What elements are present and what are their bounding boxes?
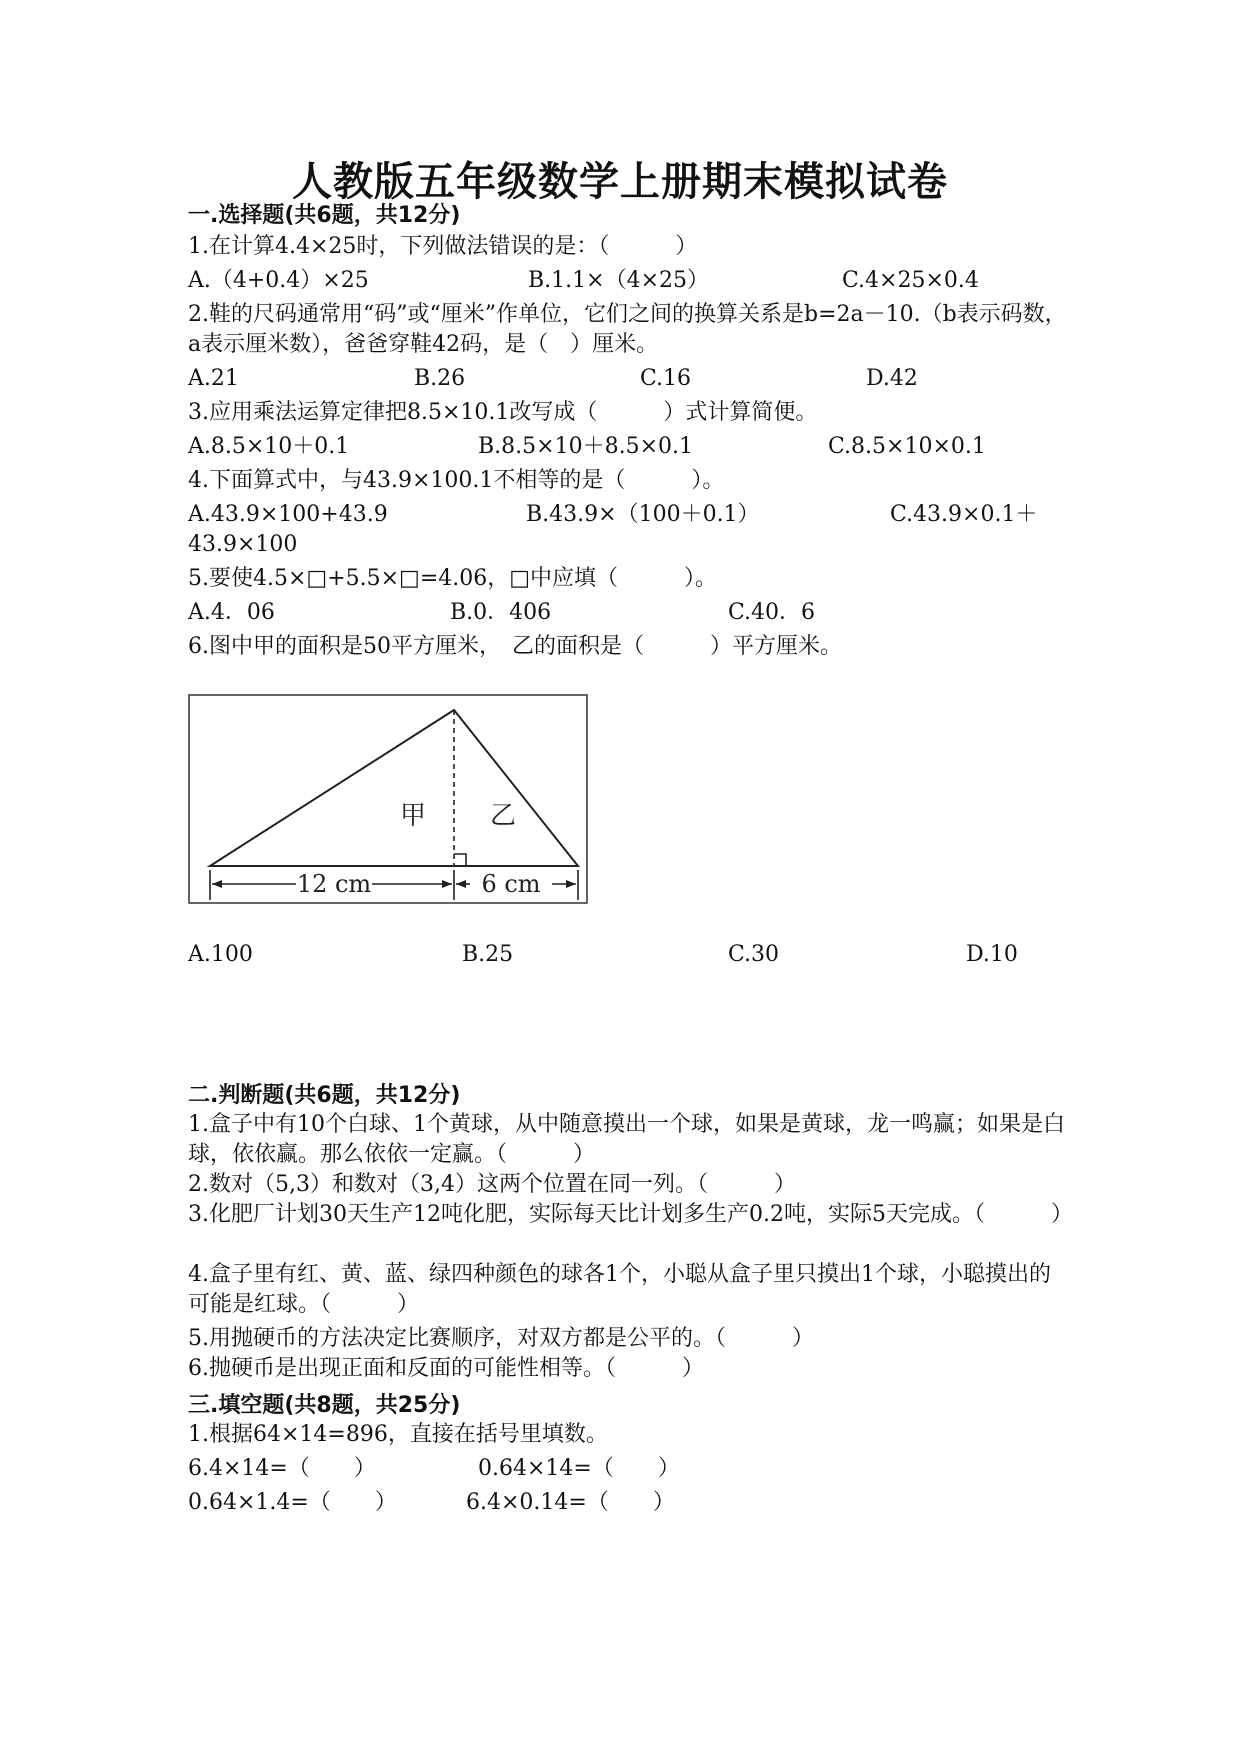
fill-q1-item-3: 0.64×1.4=（ ）	[188, 1490, 397, 1515]
q6-option-b: B.25	[462, 942, 514, 967]
page-title: 人教版五年级数学上册期末模拟试卷	[292, 158, 948, 205]
q3-option-a: A.8.5×10＋0.1	[188, 434, 350, 459]
q1-option-a: A.（4+0.4）×25	[188, 268, 369, 293]
question-2: 2.鞋的尺码通常用“码”或“厘米”作单位，它们之间的换算关系是b=2a－10.（b表示码数，a表示厘米数），爸爸穿鞋42码，是（ ）厘米。	[188, 302, 1067, 357]
section-heading-fill-blank: 三.填空题(共8题，共25分)	[188, 1393, 461, 1418]
q6-option-d: D.10	[966, 942, 1018, 967]
triangle-figure	[188, 694, 588, 904]
tf-question-6: 6.抛硬币是出现正面和反面的可能性相等。（ ）	[188, 1356, 704, 1381]
q3-option-c: C.8.5×10×0.1	[828, 434, 986, 459]
q4-option-c-continued: 43.9×100	[188, 532, 298, 557]
question-5: 5.要使4.5×□+5.5×□=4.06，□中应填（ ）。	[188, 566, 718, 591]
label-yi: 乙	[490, 801, 517, 831]
q4-option-a: A.43.9×100+43.9	[188, 502, 388, 527]
section-heading-choice: 一.选择题(共6题，共12分)	[188, 203, 461, 228]
q2-option-d: D.42	[866, 366, 918, 391]
q2-option-a: A.21	[188, 366, 239, 391]
dim-label-left: 12 cm	[296, 870, 372, 898]
fill-q1-item-1: 6.4×14=（ ）	[188, 1456, 376, 1481]
fill-q1-item-4: 6.4×0.14=（ ）	[466, 1490, 675, 1515]
q6-option-c: C.30	[728, 942, 780, 967]
q5-option-c: C.40．6	[728, 600, 816, 625]
fill-q1-item-2: 0.64×14=（ ）	[478, 1456, 680, 1481]
q2-option-b: B.26	[414, 366, 466, 391]
tf-question-2: 2.数对（5,3）和数对（3,4）这两个位置在同一列。（ ）	[188, 1172, 796, 1197]
q5-option-b: B.0．406	[450, 600, 552, 625]
label-jia: 甲	[400, 801, 427, 831]
q2-option-c: C.16	[640, 366, 692, 391]
tf-question-5: 5.用抛硬币的方法决定比赛顺序，对双方都是公平的。（ ）	[188, 1326, 814, 1351]
q6-option-a: A.100	[188, 942, 253, 967]
q5-option-a: A.4．06	[188, 600, 275, 625]
dim-label-right: 6 cm	[481, 870, 541, 898]
fill-question-1: 1.根据64×14=896，直接在括号里填数。	[188, 1422, 608, 1447]
question-6: 6.图中甲的面积是50平方厘米， 乙的面积是（ ）平方厘米。	[188, 634, 842, 659]
section-heading-true-false: 二.判断题(共6题，共12分)	[188, 1083, 461, 1108]
q1-option-b: B.1.1×（4×25）	[528, 268, 710, 293]
q1-option-c: C.4×25×0.4	[842, 268, 979, 293]
question-4: 4.下面算式中，与43.9×100.1不相等的是（ ）。	[188, 468, 725, 493]
q3-option-b: B.8.5×10＋8.5×0.1	[478, 434, 693, 459]
question-1: 1.在计算4.4×25时，下列做法错误的是：（ ）	[188, 234, 698, 259]
question-3: 3.应用乘法运算定律把8.5×10.1改写成（ ）式计算简便。	[188, 400, 818, 425]
q4-option-c: C.43.9×0.1＋	[890, 502, 1038, 527]
tf-question-1: 1.盒子中有10个白球、1个黄球，从中随意摸出一个球，如果是黄球，龙一鸣赢；如果是白球，依依赢。那么依依一定赢。（ ）	[188, 1112, 1065, 1167]
q4-option-b: B.43.9×（100＋0.1）	[526, 502, 760, 527]
tf-question-4: 4.盒子里有红、黄、蓝、绿四种颜色的球各1个，小聪从盒子里只摸出1个球，小聪摸出的可能是红球。（ ）	[188, 1262, 1051, 1317]
tf-question-3: 3.化肥厂计划30天生产12吨化肥，实际每天比计划多生产0.2吨，实际5天完成。（ ）	[188, 1202, 1073, 1227]
